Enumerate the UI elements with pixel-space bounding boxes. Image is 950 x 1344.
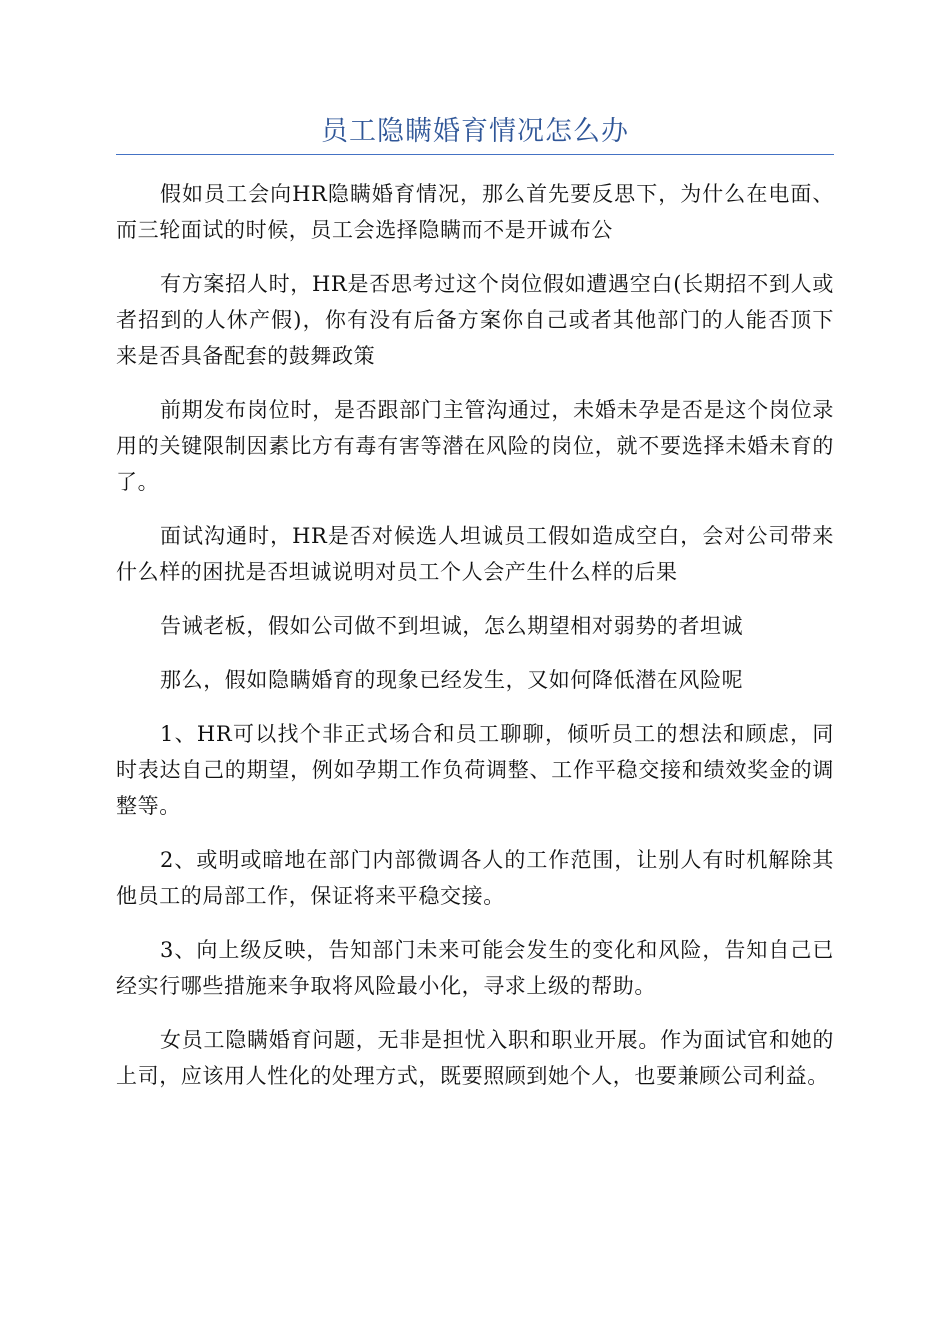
title-underline — [116, 154, 834, 155]
document-body — [116, 176, 834, 1112]
paragraph-2: 有方案招人时，HR是否思考过这个岗位假如遭遇空白(长期招不到人或者招到的人休产假)，你有没有后备方案你自己或者其他部门的人能否顶下来是否具备配套的鼓舞政策 — [116, 272, 834, 368]
paragraph-5: 告诫老板，假如公司做不到坦诚，怎么期望相对弱势的者坦诚 — [160, 614, 744, 638]
paragraph-4: 面试沟通时，HR是否对候选人坦诚员工假如造成空白，会对公司带来什么样的困扰是否坦诚说明对员工个人会产生什么样的后果 — [116, 524, 834, 584]
paragraph-6: 那么，假如隐瞒婚育的现象已经发生，又如何降低潜在风险呢 — [160, 668, 744, 692]
paragraph-8: 2、或明或暗地在部门内部微调各人的工作范围，让别人有时机解除其他员工的局部工作，保证将来平稳交接。 — [116, 848, 834, 908]
paragraph-9: 3、向上级反映，告知部门未来可能会发生的变化和风险，告知自己已经实行哪些措施来争取将风险最小化，寻求上级的帮助。 — [116, 938, 834, 998]
paragraph-10: 女员工隐瞒婚育问题，无非是担忧入职和职业开展。作为面试官和她的上司，应该用人性化的处理方式，既要照顾到她个人，也要兼顾公司利益。 — [116, 1028, 834, 1088]
document-title: 员工隐瞒婚育情况怎么办 — [321, 116, 629, 147]
paragraph-3: 前期发布岗位时，是否跟部门主管沟通过，未婚未孕是否是这个岗位录用的关键限制因素比方有毒有害等潜在风险的岗位，就不要选择未婚未育的了。 — [116, 398, 834, 494]
paragraph-7: 1、HR可以找个非正式场合和员工聊聊，倾听员工的想法和顾虑，同时表达自己的期望，例如孕期工作负荷调整、工作平稳交接和绩效奖金的调整等。 — [116, 722, 834, 818]
paragraph-1: 假如员工会向HR隐瞒婚育情况，那么首先要反思下，为什么在电面、而三轮面试的时候，员工会选择隐瞒而不是开诚布公 — [116, 182, 834, 242]
